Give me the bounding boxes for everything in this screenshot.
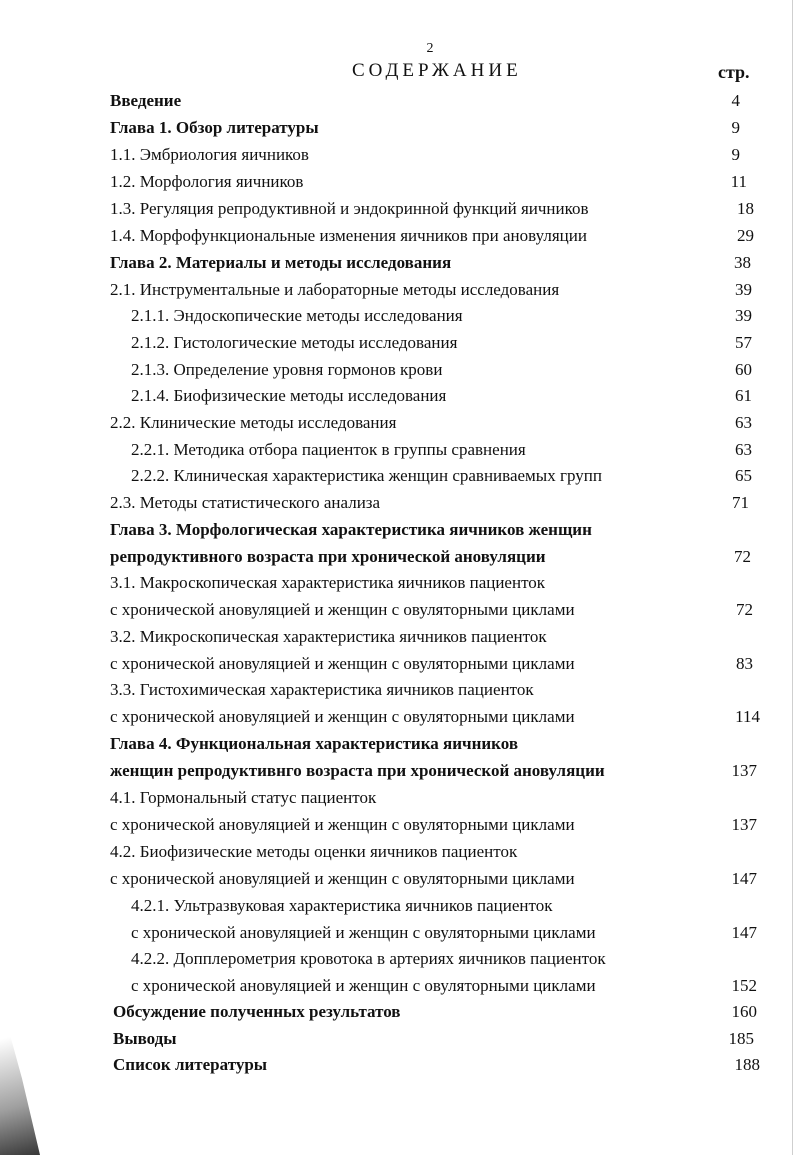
toc-entry-chapter-1: Глава 1. Обзор литературы bbox=[110, 118, 319, 137]
toc-entry: 4.2.2. Допплерометрия кровотока в артериях яичников пациенток bbox=[131, 949, 606, 968]
toc-entry: 1.2. Морфология яичников bbox=[110, 172, 304, 191]
toc-entry-discussion: Обсуждение полученных результатов bbox=[113, 1002, 401, 1021]
toc-entry: 4.1. Гормональный статус пациенток bbox=[110, 788, 377, 807]
toc-page: 152 bbox=[731, 976, 757, 995]
toc-page: 60 bbox=[735, 360, 752, 379]
toc-page: 39 bbox=[735, 306, 752, 325]
toc-entry: 2.2. Клинические методы исследования bbox=[110, 413, 397, 432]
toc-page: 188 bbox=[734, 1055, 760, 1074]
toc-page: 9 bbox=[731, 118, 740, 137]
toc-entry: 1.1. Эмбриология яичников bbox=[110, 145, 309, 164]
toc-entry-cont: с хронической ановуляцией и женщин с овуляторными циклами bbox=[110, 600, 575, 619]
toc-entry: 2.2.2. Клиническая характеристика женщин сравниваемых групп bbox=[131, 466, 602, 485]
toc-page: 61 bbox=[735, 386, 752, 405]
toc-entry: 2.2.1. Методика отбора пациенток в группы сравнения bbox=[131, 440, 526, 459]
toc-page: 38 bbox=[734, 253, 751, 272]
toc-entry: 4.2. Биофизические методы оценки яичников пациенток bbox=[110, 842, 518, 861]
toc-entry: 2.1.2. Гистологические методы исследования bbox=[131, 333, 458, 352]
toc-entry: 1.4. Морфофункциональные изменения яичников при ановуляции bbox=[110, 226, 587, 245]
toc-page: 83 bbox=[736, 654, 753, 673]
toc-entry: 2.1.3. Определение уровня гормонов крови bbox=[131, 360, 443, 379]
toc-entry-cont: с хронической ановуляцией и женщин с овуляторными циклами bbox=[110, 654, 575, 673]
scan-corner-shadow bbox=[0, 985, 40, 1155]
toc-page: 137 bbox=[731, 761, 757, 780]
toc-entry: 2.1.4. Биофизические методы исследования bbox=[131, 386, 447, 405]
toc-page: 71 bbox=[732, 493, 749, 512]
toc-page: 63 bbox=[735, 440, 752, 459]
toc-entry-cont: с хронической ановуляцией и женщин с овуляторными циклами bbox=[110, 815, 575, 834]
toc-entry: 3.1. Макроскопическая характеристика яичников пациенток bbox=[110, 573, 546, 592]
page-number: 2 bbox=[426, 41, 434, 56]
toc-page: 160 bbox=[731, 1002, 757, 1021]
toc-page: 65 bbox=[735, 466, 752, 485]
toc-page: 137 bbox=[731, 815, 757, 834]
toc-page: 147 bbox=[731, 923, 757, 942]
toc-page: 9 bbox=[731, 145, 740, 164]
page-title: СОДЕРЖАНИЕ bbox=[352, 60, 522, 81]
toc-entry-cont: с хронической ановуляцией и женщин с овуляторными циклами bbox=[110, 707, 575, 726]
toc-page: 4 bbox=[731, 91, 740, 110]
toc-entry-references: Список литературы bbox=[113, 1055, 268, 1074]
toc-page: 114 bbox=[735, 707, 760, 726]
toc-entry-cont: с хронической ановуляцией и женщин с овуляторными циклами bbox=[131, 923, 596, 942]
toc-page: 39 bbox=[735, 280, 752, 299]
toc-entry-intro: Введение bbox=[110, 91, 182, 110]
toc-page: 185 bbox=[728, 1029, 754, 1048]
toc-entry-chapter-3: Глава 3. Морфологическая характеристика яичников женщин bbox=[110, 520, 592, 539]
toc-entry: 2.1.1. Эндоскопические методы исследования bbox=[131, 306, 463, 325]
toc-page: 18 bbox=[737, 199, 754, 218]
toc-page: 72 bbox=[736, 600, 753, 619]
toc-entry: 2.3. Методы статистического анализа bbox=[110, 493, 381, 512]
toc-entry-cont: с хронической ановуляцией и женщин с овуляторными циклами bbox=[131, 976, 596, 995]
toc-entry-conclusions: Выводы bbox=[113, 1029, 177, 1048]
toc-entry-chapter-4: Глава 4. Функциональная характеристика яичников bbox=[110, 734, 519, 753]
toc-entry: 3.2. Микроскопическая характеристика яичников пациенток bbox=[110, 627, 547, 646]
toc-page: 63 bbox=[735, 413, 752, 432]
toc-entry-chapter-3-cont: репродуктивного возраста при хронической ановуляции bbox=[110, 547, 546, 566]
page-column-header: стр. bbox=[718, 62, 750, 82]
toc-entry: 2.1. Инструментальные и лабораторные методы исследования bbox=[110, 280, 560, 299]
toc-page: 72 bbox=[734, 547, 751, 566]
toc-page: 147 bbox=[731, 869, 757, 888]
scan-edge-line bbox=[792, 0, 793, 1155]
toc-page: 29 bbox=[737, 226, 754, 245]
toc-entry: 3.3. Гистохимическая характеристика яичников пациенток bbox=[110, 680, 534, 699]
toc-entry-cont: с хронической ановуляцией и женщин с овуляторными циклами bbox=[110, 869, 575, 888]
toc-entry-chapter-4-cont: женщин репродуктивнго возраста при хронической ановуляции bbox=[110, 761, 605, 780]
toc-page: 57 bbox=[735, 333, 752, 352]
toc-entry: 1.3. Регуляция репродуктивной и эндокринной функций яичников bbox=[110, 199, 589, 218]
toc-page: 11 bbox=[730, 172, 747, 191]
toc-entry: 4.2.1. Ультразвуковая характеристика яичников пациенток bbox=[131, 896, 553, 915]
toc-entry-chapter-2: Глава 2. Материалы и методы исследования bbox=[110, 253, 452, 272]
